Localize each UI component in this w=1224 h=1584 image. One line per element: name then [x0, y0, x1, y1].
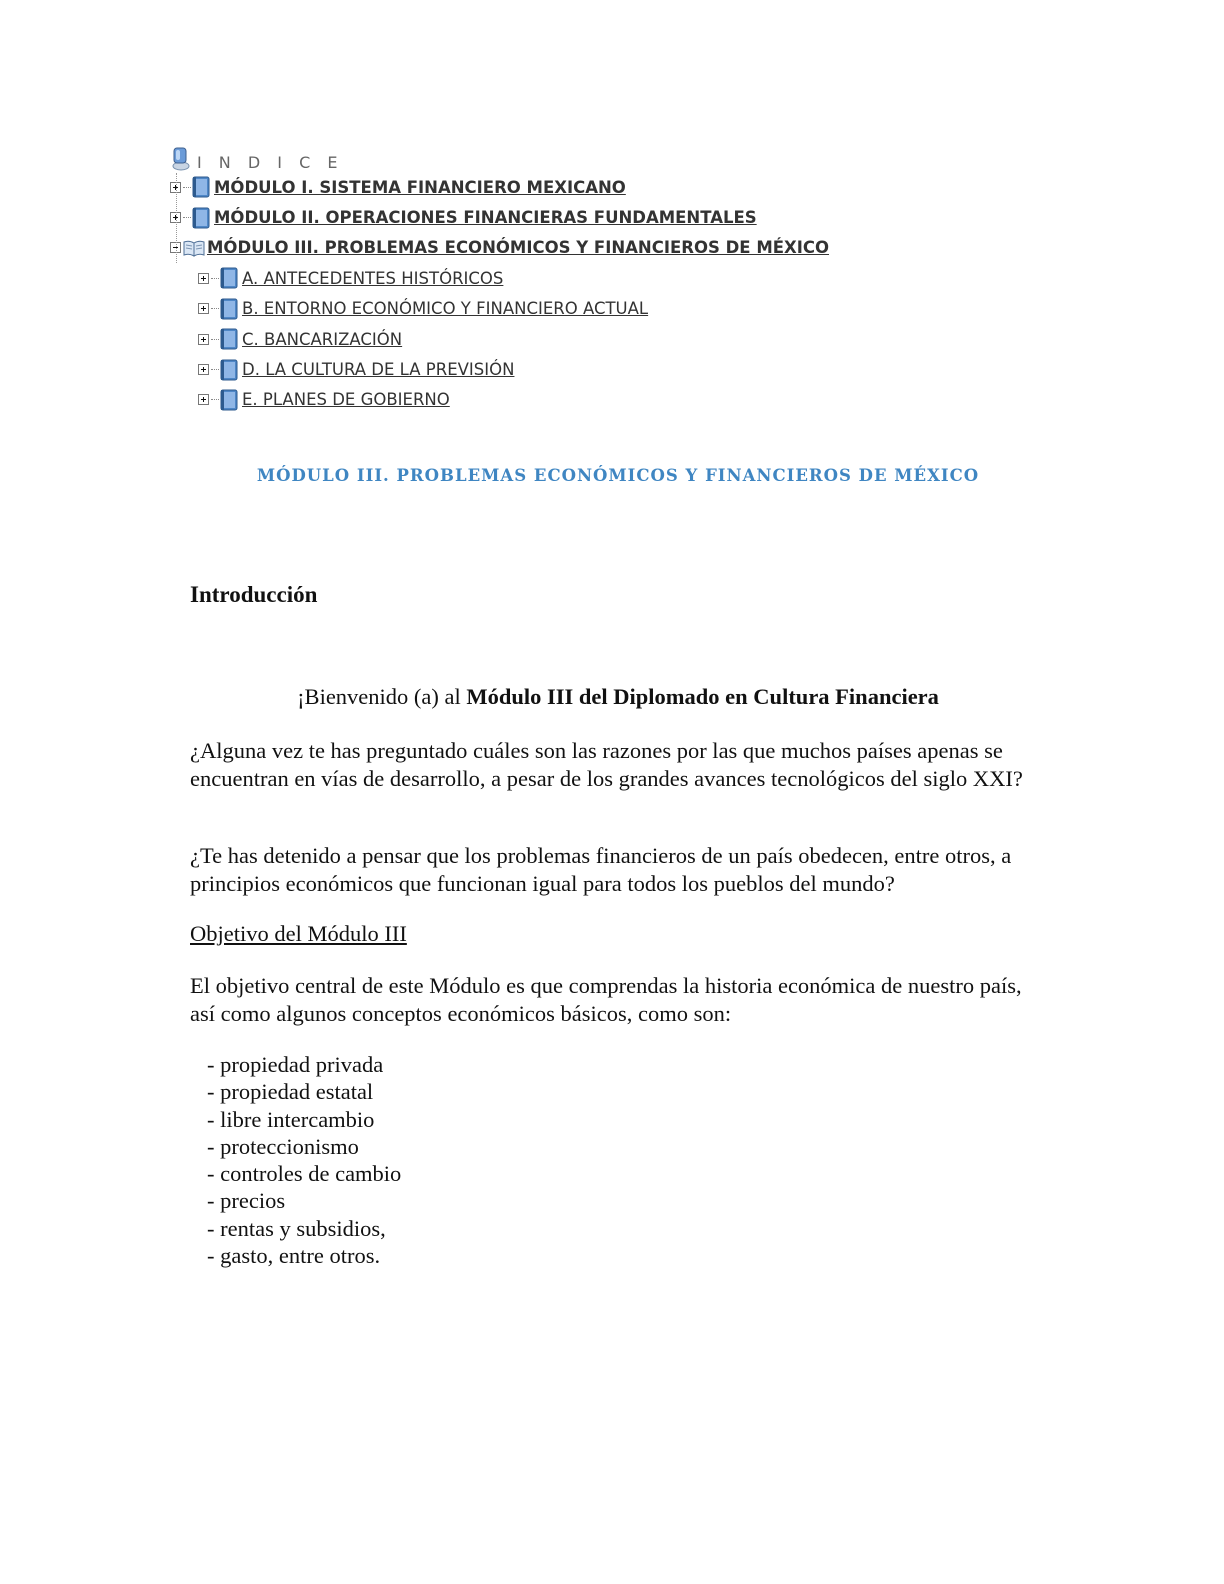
tree-node-section-d[interactable]: [170, 354, 1070, 384]
expand-icon[interactable]: [198, 334, 209, 345]
open-book-icon: [183, 239, 205, 257]
tree-node-section-e[interactable]: [170, 385, 1070, 415]
tree-connector: [211, 278, 219, 279]
closed-book-icon: [220, 267, 238, 289]
tree-node-module-1[interactable]: [170, 172, 1070, 202]
tree-connector: [211, 339, 219, 340]
list-item: - gasto, entre otros.: [207, 1243, 381, 1269]
index-tree: [170, 138, 1070, 415]
expand-icon[interactable]: [198, 394, 209, 405]
tree-node-module-3[interactable]: [170, 233, 1070, 263]
list-item: - controles de cambio: [207, 1161, 402, 1187]
intro-title: Introducción: [190, 582, 318, 607]
tree-connector: [211, 369, 219, 370]
list-item: - propiedad privada: [207, 1052, 384, 1077]
welcome-line: [0, 684, 1224, 710]
paragraph-2: ¿Te has detenido a pensar que los problemas financieros de un país obedecen, entre otros, a principios económicos que funcionan igual para todos los pueblos del mundo?: [190, 843, 1012, 896]
tree-node-section-a[interactable]: [170, 263, 1070, 293]
tree-connector: [211, 399, 219, 400]
closed-book-icon: [192, 207, 210, 229]
welcome-bold: Módulo III del Diplomado en Cultura Financiera: [466, 684, 939, 709]
section-b-link[interactable]: B. ENTORNO ECONÓMICO Y FINANCIERO ACTUAL: [242, 299, 649, 319]
tree-connector: [183, 217, 191, 218]
module-2-link[interactable]: MÓDULO II. OPERACIONES FINANCIERAS FUNDAMENTALES: [214, 208, 757, 228]
tree-node-section-b[interactable]: [170, 294, 1070, 324]
module-1-link[interactable]: MÓDULO I. SISTEMA FINANCIERO MEXICANO: [214, 177, 626, 197]
module-3-link[interactable]: MÓDULO III. PROBLEMAS ECONÓMICOS Y FINANCIEROS DE MÉXICO: [207, 238, 830, 258]
welcome-prefix: ¡Bienvenido (a) al: [297, 684, 467, 709]
closed-book-icon: [220, 298, 238, 320]
expand-icon[interactable]: [198, 303, 209, 314]
list-item: - precios: [207, 1188, 286, 1214]
tree-root: [170, 138, 1070, 172]
expand-icon[interactable]: [198, 364, 209, 375]
objective-text: El objetivo central de este Módulo es que comprendas la historia económica de nuestro país, así como algunos conceptos económicos básicos, como son:: [190, 973, 1022, 1026]
tree-connector: [183, 187, 191, 188]
tree-node-section-c[interactable]: [170, 324, 1070, 354]
module-heading: MÓDULO III. PROBLEMAS ECONÓMICOS Y FINANCIEROS DE MÉXICO: [256, 466, 980, 485]
computer-tree-root-icon: [170, 146, 192, 172]
list-item: - proteccionismo: [207, 1133, 359, 1159]
closed-book-icon: [220, 359, 238, 381]
section-c-link[interactable]: C. BANCARIZACIÓN: [242, 329, 403, 349]
list-item: - libre intercambio: [207, 1106, 375, 1132]
concepts-list: [207, 1051, 401, 1269]
expand-icon[interactable]: [198, 273, 209, 284]
tree-root-label: I N D I C E: [197, 153, 344, 172]
closed-book-icon: [220, 389, 238, 411]
list-item: - rentas y subsidios,: [207, 1215, 386, 1241]
objective-title: Objetivo del Módulo III: [190, 921, 407, 946]
section-a-link[interactable]: A. ANTECEDENTES HISTÓRICOS: [242, 268, 504, 288]
tree-node-module-2[interactable]: [170, 202, 1070, 232]
list-item: - propiedad estatal: [207, 1079, 374, 1105]
tree-vertical-connector: [176, 173, 177, 263]
section-d-link[interactable]: D. LA CULTURA DE LA PREVISIÓN: [242, 360, 515, 380]
closed-book-icon: [220, 328, 238, 350]
closed-book-icon: [192, 176, 210, 198]
section-e-link[interactable]: E. PLANES DE GOBIERNO: [242, 390, 450, 410]
tree-connector: [211, 308, 219, 309]
paragraph-1: ¿Alguna vez te has preguntado cuáles son las razones por las que muchos países apenas se encuentran en vías de desarrollo, a pesar de los grandes avances tecnológicos del siglo XXI?: [190, 738, 1023, 791]
